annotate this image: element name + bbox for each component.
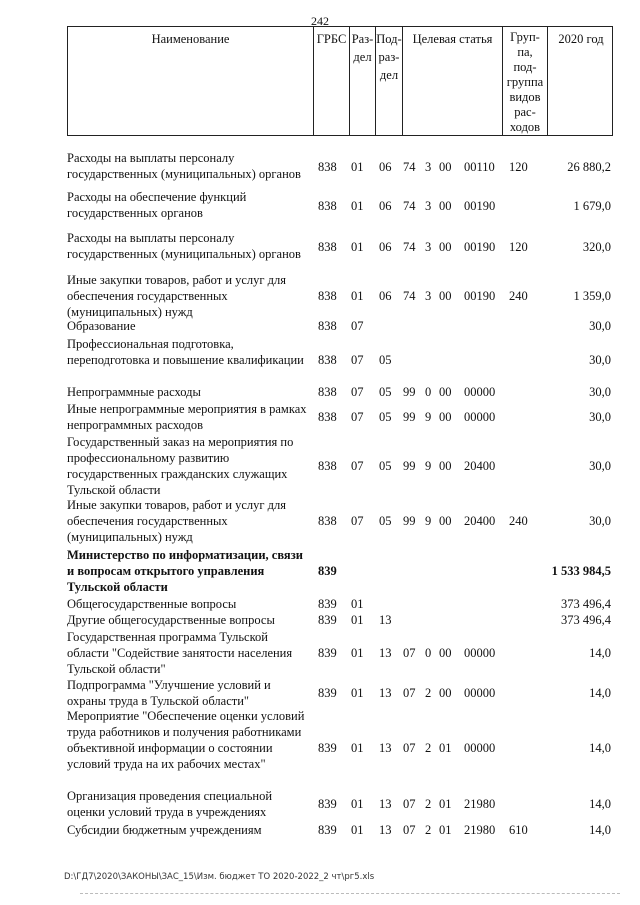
bottom-divider xyxy=(80,893,620,894)
row-sum: 30,0 xyxy=(589,385,611,399)
row-c3: 01 xyxy=(439,797,452,811)
row-grbs: 839 xyxy=(318,646,337,660)
row-c4: 20400 xyxy=(464,459,496,473)
row-c2: 3 xyxy=(425,160,432,174)
row-sum: 373 496,4 xyxy=(561,613,611,627)
row-grbs: 838 xyxy=(318,160,337,174)
table-row xyxy=(0,788,640,820)
row-rz: 01 xyxy=(351,240,364,254)
row-vr: 120 xyxy=(509,160,528,174)
row-grbs: 839 xyxy=(318,613,337,627)
row-vr: 240 xyxy=(509,289,528,303)
table-row xyxy=(0,384,640,400)
row-c3: 00 xyxy=(439,199,452,213)
row-sum: 1 533 984,5 xyxy=(551,564,611,578)
table-row xyxy=(0,150,640,184)
row-name: Профессиональная подготовка, переподготовка и повышение квалификации xyxy=(67,337,304,367)
row-c2: 2 xyxy=(425,686,432,700)
row-c3: 00 xyxy=(439,686,452,700)
row-rz: 01 xyxy=(351,823,364,837)
row-rz: 07 xyxy=(351,319,364,333)
row-c4: 20400 xyxy=(464,514,496,528)
row-name: Субсидии бюджетным учреждениям xyxy=(67,823,262,837)
row-c1: 99 xyxy=(403,459,416,473)
row-c2: 9 xyxy=(425,459,432,473)
row-c2: 2 xyxy=(425,823,432,837)
header-podrazdel: Под- раз- дел xyxy=(376,27,403,135)
row-c4: 21980 xyxy=(464,797,496,811)
table-row xyxy=(0,434,640,498)
row-grbs: 839 xyxy=(318,823,337,837)
table-row xyxy=(0,272,640,320)
row-c3: 00 xyxy=(439,385,452,399)
row-c4: 00190 xyxy=(464,199,496,213)
row-pr: 13 xyxy=(379,646,392,660)
table-row xyxy=(0,230,640,264)
row-name: Иные закупки товаров, работ и услуг для обеспечения государственных (муниципальных) нужд xyxy=(67,498,287,544)
header-grbs: ГРБС xyxy=(314,27,350,135)
row-sum: 30,0 xyxy=(589,514,611,528)
row-c2: 0 xyxy=(425,646,432,660)
row-sum: 1 359,0 xyxy=(573,289,611,303)
row-pr: 05 xyxy=(379,459,392,473)
row-name: Государственный заказ на мероприятия по профессиональному развитию государственных гражданских служащих Тульской области xyxy=(67,435,294,497)
row-c2: 9 xyxy=(425,410,432,424)
row-rz: 07 xyxy=(351,459,364,473)
row-name: Министерство по информатизации, связи и вопросам открытого управления Тульской области xyxy=(67,548,303,594)
row-name: Непрограммные расходы xyxy=(67,385,201,399)
row-sum: 14,0 xyxy=(589,646,611,660)
table-row xyxy=(0,497,640,545)
row-rz: 07 xyxy=(351,353,364,367)
row-sum: 30,0 xyxy=(589,410,611,424)
row-sum: 30,0 xyxy=(589,319,611,333)
row-pr: 13 xyxy=(379,797,392,811)
row-c1: 74 xyxy=(403,240,416,254)
row-name: Расходы на выплаты персоналу государственных (муниципальных) органов xyxy=(67,231,301,261)
row-sum: 14,0 xyxy=(589,686,611,700)
row-pr: 05 xyxy=(379,514,392,528)
row-grbs: 838 xyxy=(318,240,337,254)
table-row xyxy=(0,189,640,223)
row-rz: 07 xyxy=(351,410,364,424)
row-c4: 00000 xyxy=(464,741,496,755)
row-grbs: 838 xyxy=(318,353,337,367)
row-c3: 00 xyxy=(439,160,452,174)
row-name: Организация проведения специальной оценки условий труда в учреждениях xyxy=(67,789,273,819)
row-c3: 00 xyxy=(439,410,452,424)
table-row xyxy=(0,708,640,788)
row-c1: 74 xyxy=(403,199,416,213)
row-c1: 07 xyxy=(403,646,416,660)
row-name: Государственная программа Тульской области "Содействие занятости населения Тульской области" xyxy=(67,630,293,676)
row-c1: 99 xyxy=(403,514,416,528)
page-number: 242 xyxy=(311,14,329,28)
row-c4: 00190 xyxy=(464,289,496,303)
row-c4: 00000 xyxy=(464,686,496,700)
row-c2: 2 xyxy=(425,797,432,811)
table-row xyxy=(0,629,640,677)
row-c1: 07 xyxy=(403,797,416,811)
row-grbs: 839 xyxy=(318,564,337,578)
row-grbs: 839 xyxy=(318,797,337,811)
row-c1: 07 xyxy=(403,741,416,755)
row-rz: 01 xyxy=(351,686,364,700)
row-sum: 1 679,0 xyxy=(573,199,611,213)
table-row xyxy=(0,547,640,595)
row-rz: 01 xyxy=(351,199,364,213)
file-path-footer: D:\ГД7\2020\ЗАКОНЫ\ЗАС_15\Изм. бюджет ТО 2020-2022_2 чт\рг5.xls xyxy=(64,872,375,882)
table-row xyxy=(0,677,640,709)
row-pr: 13 xyxy=(379,823,392,837)
row-sum: 373 496,4 xyxy=(561,597,611,611)
row-c3: 00 xyxy=(439,646,452,660)
row-grbs: 839 xyxy=(318,597,337,611)
row-grbs: 838 xyxy=(318,385,337,399)
table-row xyxy=(0,822,640,838)
row-c2: 3 xyxy=(425,240,432,254)
row-pr: 05 xyxy=(379,410,392,424)
row-grbs: 838 xyxy=(318,514,337,528)
table-row xyxy=(0,336,640,384)
row-c1: 74 xyxy=(403,289,416,303)
row-pr: 06 xyxy=(379,160,392,174)
header-razdel: Раз- дел xyxy=(350,27,376,135)
row-c4: 00110 xyxy=(464,160,495,174)
row-c3: 01 xyxy=(439,823,452,837)
row-c4: 00000 xyxy=(464,646,496,660)
row-c3: 00 xyxy=(439,289,452,303)
row-pr: 06 xyxy=(379,289,392,303)
row-pr: 06 xyxy=(379,240,392,254)
row-grbs: 839 xyxy=(318,741,337,755)
row-c4: 21980 xyxy=(464,823,496,837)
row-grbs: 839 xyxy=(318,686,337,700)
row-sum: 26 880,2 xyxy=(567,160,611,174)
row-grbs: 838 xyxy=(318,319,337,333)
row-c3: 00 xyxy=(439,240,452,254)
row-c3: 00 xyxy=(439,514,452,528)
row-c1: 99 xyxy=(403,385,416,399)
row-name: Расходы на выплаты персоналу государственных (муниципальных) органов xyxy=(67,151,301,181)
row-rz: 01 xyxy=(351,597,364,611)
header-year: 2020 год xyxy=(558,32,604,46)
row-c2: 0 xyxy=(425,385,432,399)
row-rz: 01 xyxy=(351,613,364,627)
row-sum: 320,0 xyxy=(582,240,611,254)
row-name: Мероприятие "Обеспечение оценки условий труда работников и получения работниками объективной информации о состоянии условий труда на их рабочих местах" xyxy=(67,709,305,771)
row-name: Другие общегосударственные вопросы xyxy=(67,613,275,627)
row-rz: 01 xyxy=(351,289,364,303)
row-name: Иные закупки товаров, работ и услуг для обеспечения государственных (муниципальных) нужд xyxy=(67,273,287,319)
row-c3: 01 xyxy=(439,741,452,755)
table-row xyxy=(0,612,640,628)
row-sum: 14,0 xyxy=(589,797,611,811)
row-name: Образование xyxy=(67,319,136,333)
row-c1: 99 xyxy=(403,410,416,424)
row-c2: 3 xyxy=(425,199,432,213)
row-sum: 14,0 xyxy=(589,823,611,837)
row-c1: 74 xyxy=(403,160,416,174)
row-name: Иные непрограммные мероприятия в рамках непрограммных расходов xyxy=(67,402,307,432)
header-gruppa: Груп- па, под- группа видов рас- ходов xyxy=(503,27,548,135)
row-rz: 07 xyxy=(351,385,364,399)
row-c4: 00190 xyxy=(464,240,496,254)
row-grbs: 838 xyxy=(318,459,337,473)
table-row xyxy=(0,318,640,334)
row-sum: 30,0 xyxy=(589,459,611,473)
row-rz: 01 xyxy=(351,741,364,755)
table-header xyxy=(67,26,613,136)
row-c4: 00000 xyxy=(464,385,496,399)
header-celevaya: Целевая статья xyxy=(403,27,503,135)
row-grbs: 838 xyxy=(318,199,337,213)
row-pr: 13 xyxy=(379,741,392,755)
row-sum: 14,0 xyxy=(589,741,611,755)
row-name: Подпрограмма "Улучшение условий и охраны труда в Тульской области" xyxy=(67,678,271,708)
row-pr: 05 xyxy=(379,385,392,399)
row-rz: 01 xyxy=(351,160,364,174)
row-pr: 13 xyxy=(379,613,392,627)
row-name: Общегосударственные вопросы xyxy=(67,597,237,611)
row-rz: 01 xyxy=(351,797,364,811)
row-rz: 07 xyxy=(351,514,364,528)
row-c2: 2 xyxy=(425,741,432,755)
row-sum: 30,0 xyxy=(589,353,611,367)
table-row xyxy=(0,401,640,433)
header-name: Наименование xyxy=(68,27,314,135)
row-pr: 13 xyxy=(379,686,392,700)
row-c2: 3 xyxy=(425,289,432,303)
row-pr: 05 xyxy=(379,353,392,367)
row-c3: 00 xyxy=(439,459,452,473)
row-vr: 610 xyxy=(509,823,528,837)
row-vr: 120 xyxy=(509,240,528,254)
row-name: Расходы на обеспечение функций государственных органов xyxy=(67,190,247,220)
row-c1: 07 xyxy=(403,686,416,700)
row-c1: 07 xyxy=(403,823,416,837)
row-c4: 00000 xyxy=(464,410,496,424)
row-rz: 01 xyxy=(351,646,364,660)
row-c2: 9 xyxy=(425,514,432,528)
row-grbs: 838 xyxy=(318,410,337,424)
row-grbs: 838 xyxy=(318,289,337,303)
row-vr: 240 xyxy=(509,514,528,528)
row-pr: 06 xyxy=(379,199,392,213)
table-row xyxy=(0,596,640,612)
